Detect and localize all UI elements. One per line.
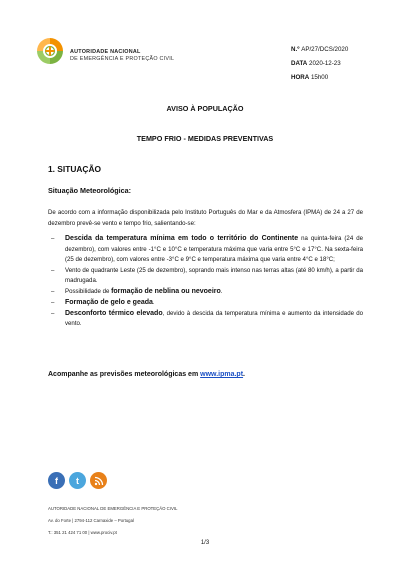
document-date: DATA 2020-12-23 — [291, 60, 341, 67]
footer-contact: T.: 351 21 424 71 00 | www.prociv.pt — [48, 530, 117, 535]
footer-org: AUTORIDADE NACIONAL DE EMERGÊNCIA E PROTEÇÃO CIVIL — [48, 506, 178, 511]
notice-title: AVISO À POPULAÇÃO — [166, 104, 244, 113]
ref-number: N.º AP/27/DCS/2020 — [291, 46, 349, 53]
notice-subtitle: TEMPO FRIO - MEDIDAS PREVENTIVAS — [136, 134, 274, 143]
ipma-link[interactable]: www.ipma.pt — [200, 371, 244, 378]
footer-address: Av. do Forte | 2794-112 Carnaxide – Portugal — [48, 518, 134, 523]
ipma-callout: Acompanhe as previsões meteorológicas em www.ipma.pt. — [48, 371, 245, 378]
document-time: HORA 15h00 — [291, 74, 329, 81]
org-name-line1: AUTORIDADE NACIONAL — [70, 49, 141, 55]
list-item: – Desconforto térmico elevado, devido à descida da temperatura mínima e aumento da intensidade do vento. — [48, 309, 363, 330]
twitter-icon[interactable]: t — [69, 472, 86, 489]
org-name-line2: DE EMERGÊNCIA E PROTEÇÃO CIVIL — [70, 56, 175, 62]
page-number: 1/3 — [200, 540, 210, 546]
facebook-icon[interactable]: f — [48, 472, 65, 489]
list-item: – Vento de quadrante Leste (25 de dezembro), soprando mais intenso nas terras altas (até 80 km/h), a partir da madrugada. — [48, 266, 363, 287]
section-subheading: Situação Meteorológica: — [48, 186, 132, 195]
intro-paragraph: De acordo com a informação disponibilizada pelo Instituto Português do Mar e da Atmosfera (IPMA) de 24 a 27 de dezembro prevê-se vento e tempo frio, salientando-se: — [48, 209, 363, 227]
list-item: – Formação de gelo e geada. — [48, 298, 363, 309]
list-item: – Descida da temperatura mínima em todo o território do Continente na quinta-feira (24 de dezembro), com valores entre -1°C e 10°C e temperatura máxima que varia entre 5°C e 17°C. Na sexta-feira (25 de dezembro), com valores entre -3°C e 9°C e temperatura máxima que varia entre 4°C e 18°C; — [48, 234, 363, 266]
list-item: – Possibilidade de formação de neblina ou nevoeiro. — [48, 287, 363, 298]
anepc-logo-icon — [35, 36, 65, 66]
section-heading: 1. SITUAÇÃO — [48, 164, 102, 174]
rss-icon[interactable] — [90, 472, 107, 489]
forecast-list — [48, 234, 363, 330]
